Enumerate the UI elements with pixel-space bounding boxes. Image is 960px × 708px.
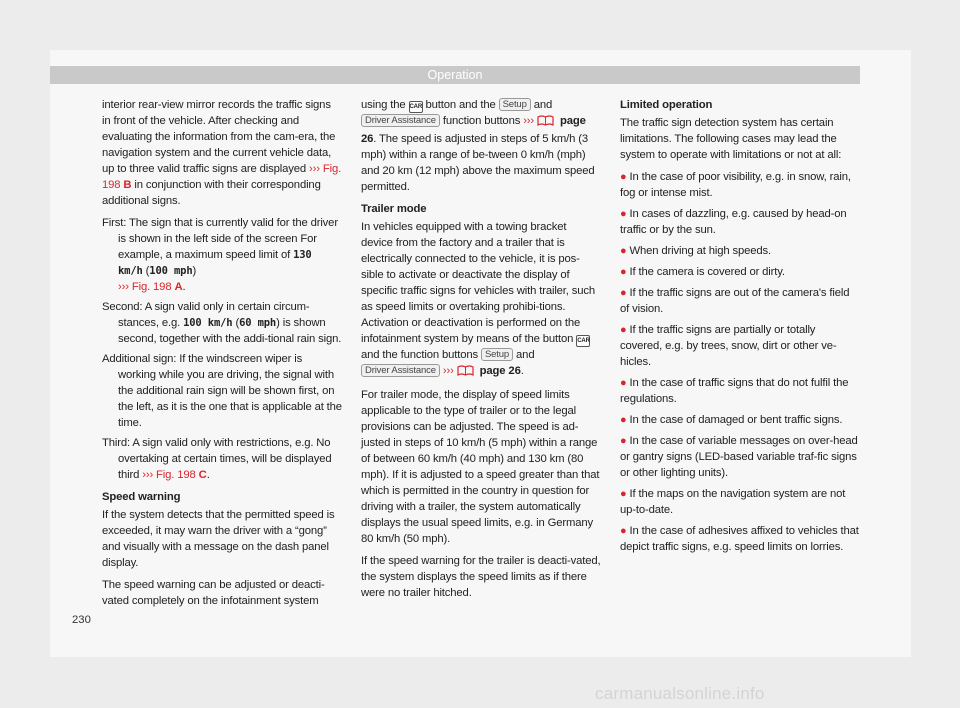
limitations-list bbox=[620, 169, 860, 555]
list-item: ● In the case of variable messages on over-head or gantry signs (LED-based variable traf-fic signs or other lighting units). bbox=[620, 435, 858, 479]
bullet-icon: ● bbox=[620, 171, 627, 183]
bullet-icon: ● bbox=[620, 525, 627, 537]
bullet-icon: ● bbox=[620, 488, 627, 500]
bullet-icon: ● bbox=[620, 287, 627, 299]
list-item: ● In the case of damaged or bent traffic signs. bbox=[620, 414, 843, 426]
page-link-arrow[interactable]: ››› bbox=[442, 365, 454, 377]
speed-value-mph: 100 mph bbox=[149, 265, 193, 277]
column-1 bbox=[102, 97, 342, 615]
setup-key: Setup bbox=[499, 98, 531, 111]
figure-link-arrow[interactable]: ››› bbox=[142, 469, 154, 481]
list-item: ● In the case of traffic signs that do not fulfil the regulations. bbox=[620, 377, 849, 405]
figure-link[interactable]: Fig. 198 B bbox=[102, 163, 342, 191]
watermark: carmanualsonline.info bbox=[595, 684, 765, 703]
figure-link[interactable]: Fig. 198 bbox=[153, 469, 199, 481]
page-number: 230 bbox=[72, 614, 91, 626]
trailer-mode-heading: Trailer mode bbox=[361, 203, 427, 215]
car-button-icon: CAR bbox=[409, 101, 423, 113]
list-item: ● In cases of dazzling, e.g. caused by head-on traffic or by the sun. bbox=[620, 208, 847, 236]
first-sign-item: First: The sign that is currently valid for the driver is shown in the left side of the screen For example, a maximum speed limit of 130 km/h (100 mph) ››› Fig. 198 A. bbox=[102, 217, 338, 293]
bullet-icon: ● bbox=[620, 377, 627, 389]
speed-adjust-paragraph: using the CAR button and the Setup and Driver Assistance function buttons ››› page 26. The speed is adjusted in steps of 5 km/h (3 mph) within a range of be-tween 0 km/h (mph) and 20 km (12 mph) above the maximum speed permitted. bbox=[361, 99, 595, 193]
trailer-paragraph-3: If the speed warning for the trailer is deacti-vated, the system displays the speed limits as if there were no trailer hitched. bbox=[361, 555, 601, 599]
list-item: ● If the traffic signs are partially or totally covered, e.g. by trees, snow, dirt or other ve-hicles. bbox=[620, 324, 837, 368]
speed-warning-paragraph: If the system detects that the permitted speed is exceeded, it may warn the driver with a “gong” and visually with a message on the dash panel display. bbox=[102, 509, 335, 569]
speed-value: 130 km/h bbox=[118, 249, 312, 277]
third-sign-item: Third: A sign valid only with restrictions, e.g. No overtaking at certain times, will be displayed third ››› Fig. 198 C. bbox=[102, 437, 332, 481]
list-item: ● If the maps on the navigation system are not up-to-date. bbox=[620, 488, 846, 516]
limited-operation-heading: Limited operation bbox=[620, 99, 713, 111]
limited-operation-intro: The traffic sign detection system has certain limitations. The following cases may lead the system to operate with limitations or not at all: bbox=[620, 117, 842, 161]
trailer-paragraph-1: In vehicles equipped with a towing bracket device from the factory and a trailer that is electrically connected to the vehicle, it is pos-sible to activate or deactivate the display of specific traffic signs for vehicles with trailer, such as speed limits or overtaking prohibi-tions. Activation or deactivation is performed on the infotainment system by means of the button CAR and the function buttons Setup and Driver Assistance ››› page 26. bbox=[361, 219, 601, 381]
speed-warning-heading: Speed warning bbox=[102, 491, 181, 503]
book-icon bbox=[457, 364, 474, 381]
list-item: ● In the case of poor visibility, e.g. in snow, rain, fog or intense mist. bbox=[620, 171, 851, 199]
column-3 bbox=[620, 97, 860, 560]
page-link[interactable]: page 26 bbox=[476, 365, 521, 377]
figure-link-arrow[interactable]: ››› bbox=[309, 163, 320, 175]
speed-warning-paragraph-2: The speed warning can be adjusted or deacti-vated completely on the infotainment system bbox=[102, 579, 325, 607]
page-link-arrow[interactable]: ››› bbox=[523, 115, 535, 127]
column-2 bbox=[361, 97, 601, 607]
bullet-icon: ● bbox=[620, 266, 627, 278]
setup-key: Setup bbox=[481, 348, 513, 361]
list-item: ● If the traffic signs are out of the camera's field of vision. bbox=[620, 287, 850, 315]
book-icon bbox=[537, 114, 554, 131]
list-item: ● When driving at high speeds. bbox=[620, 245, 771, 257]
second-sign-item: Second: A sign valid only in certain circum-stances, e.g. 100 km/h (60 mph) is shown second, together with the addi-tional rain sign. bbox=[102, 301, 342, 345]
page-header: Operation bbox=[50, 66, 860, 84]
driver-assistance-key: Driver Assistance bbox=[361, 364, 440, 377]
figure-link[interactable]: Fig. 198 bbox=[128, 281, 175, 293]
trailer-paragraph-2: For trailer mode, the display of speed limits applicable to the type of trailer or to the legal provisions can be adjusted. The speed is ad-justed in steps of 10 km/h (5 mph) within a range of between 60 km/h (40 mph) and 130 km (80 mph). If it is adjusted to a speed greater than that which is permitted in the country in question for driving with a trailer, the system automatically displays the usual speed limits, e.g. in Germany 80 km/h (50 mph). bbox=[361, 389, 600, 545]
car-button-icon: CAR bbox=[576, 335, 590, 347]
bullet-icon: ● bbox=[620, 414, 627, 426]
list-item: ● In the case of adhesives affixed to vehicles that depict traffic signs, e.g. speed limits on lorries. bbox=[620, 525, 859, 553]
figure-link-arrow[interactable]: ››› bbox=[118, 281, 129, 293]
speed-value: 100 km/h bbox=[183, 317, 233, 329]
speed-value-mph: 60 mph bbox=[239, 317, 277, 329]
page-link[interactable]: page 26 bbox=[361, 115, 586, 145]
bullet-icon: ● bbox=[620, 324, 627, 336]
bullet-icon: ● bbox=[620, 245, 627, 257]
bullet-icon: ● bbox=[620, 208, 627, 220]
bullet-icon: ● bbox=[620, 435, 627, 447]
intro-paragraph: interior rear-view mirror records the traffic signs in front of the vehicle. After checking and evaluating the information from the cam-era, the navigation system and the current vehicle data, up to three valid traffic signs are displayed ››› Fig. 198 B in conjunction with their corresponding additional signs. bbox=[102, 99, 342, 207]
list-item: ● If the camera is covered or dirty. bbox=[620, 266, 785, 278]
driver-assistance-key: Driver Assistance bbox=[361, 114, 440, 127]
additional-sign-item: Additional sign: If the windscreen wiper is working while you are driving, the signal with the additional rain sign will be shown first, on the left, as it is the one that is applicable at the time. bbox=[102, 353, 342, 429]
